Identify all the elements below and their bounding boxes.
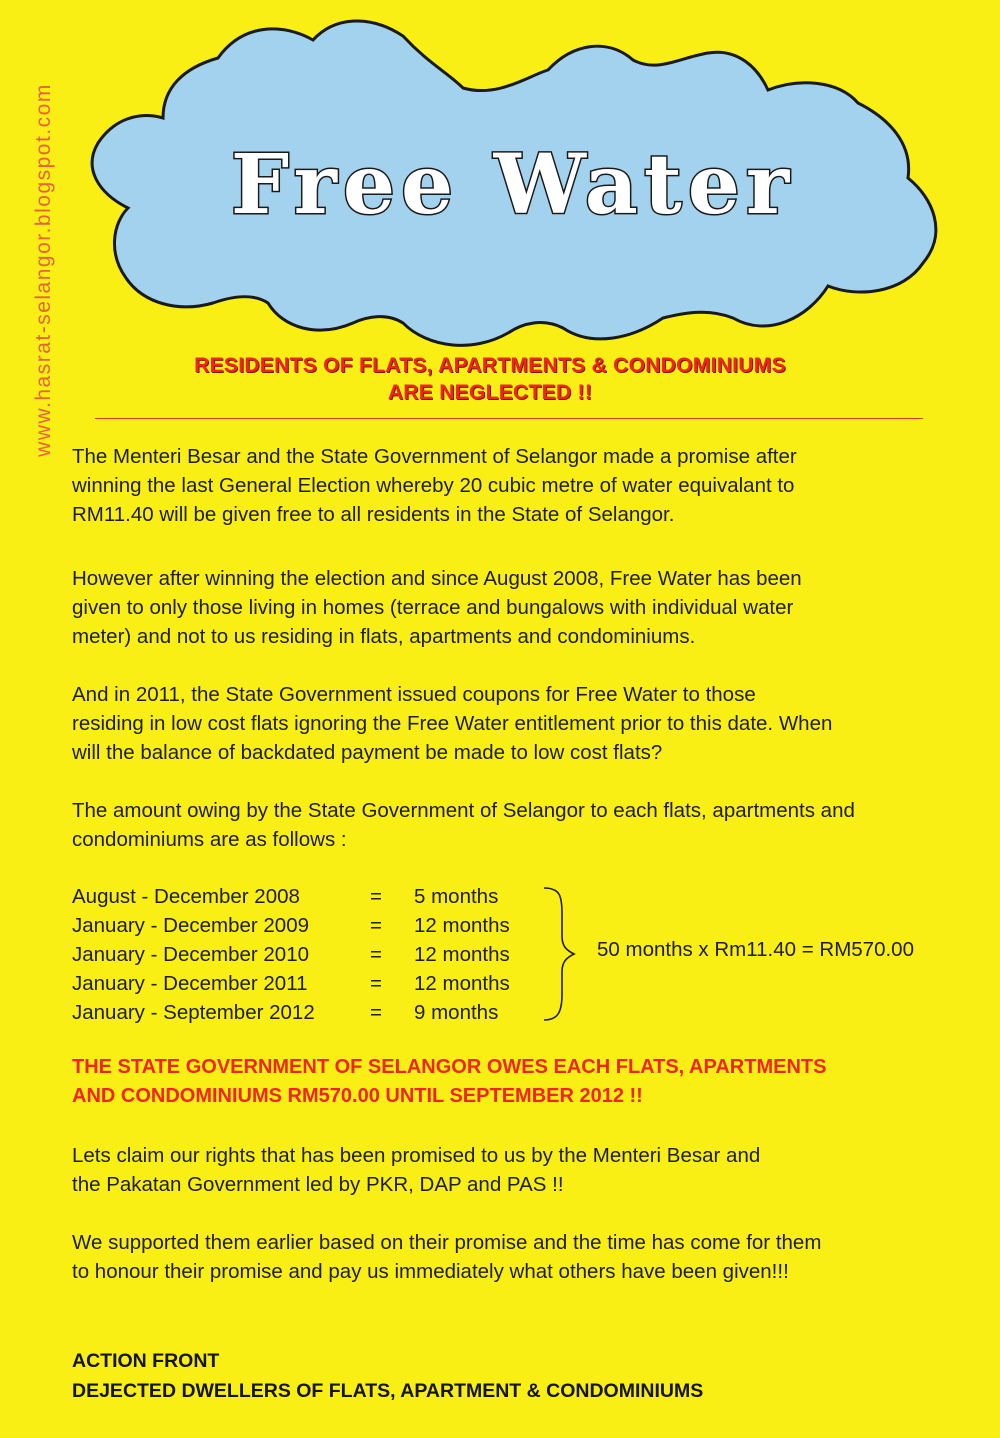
text-line: condominiums are as follows : bbox=[72, 828, 347, 851]
paragraph-since-2008 bbox=[72, 564, 972, 651]
text-line: And in 2011, the State Government issued coupons for Free Water to those bbox=[72, 683, 756, 706]
paragraph-coupons-2011 bbox=[72, 680, 972, 767]
months-count: 9 months bbox=[414, 1001, 499, 1024]
text-line: the Pakatan Government led by PKR, DAP and PAS !! bbox=[72, 1173, 564, 1196]
equals-sign: = bbox=[370, 972, 382, 995]
divider bbox=[95, 418, 923, 419]
months-count: 5 months bbox=[414, 885, 499, 908]
cloud-title: Free Water bbox=[230, 137, 796, 233]
owes-line-1: THE STATE GOVERNMENT OF SELANGOR OWES EACH FLATS, APARTMENTS bbox=[72, 1056, 827, 1078]
owes-line-2: AND CONDOMINIUMS RM570.00 UNTIL SEPTEMBER 2012 !! bbox=[72, 1085, 643, 1107]
text-line: Lets claim our rights that has been promised to us by the Menteri Besar and bbox=[72, 1144, 761, 1167]
months-schedule bbox=[72, 882, 552, 1027]
paragraph-claim-rights bbox=[72, 1141, 972, 1199]
period: January - December 2010 bbox=[72, 943, 310, 966]
text-line: given to only those living in homes (terrace and bungalows with individual water bbox=[72, 596, 794, 619]
months-count: 12 months bbox=[414, 943, 510, 966]
paragraph-honour-promise bbox=[72, 1228, 972, 1286]
main-headline bbox=[90, 352, 890, 406]
text-line: RM11.40 will be given free to all residents in the State of Selangor. bbox=[72, 503, 675, 526]
signature-org: ACTION FRONT bbox=[72, 1350, 220, 1372]
period: January - September 2012 bbox=[72, 1001, 315, 1024]
text-line: The Menteri Besar and the State Government of Selangor made a promise after bbox=[72, 445, 797, 468]
paragraph-promise bbox=[72, 442, 972, 529]
schedule-row bbox=[72, 998, 552, 1027]
text-line: meter) and not to us residing in flats, apartments and condominiums. bbox=[72, 625, 696, 648]
signature-block bbox=[72, 1346, 703, 1406]
blog-url-vertical: www.hasrat-selangor.blogspot.com bbox=[32, 83, 55, 457]
total-calculation: 50 months x Rm11.40 = RM570.00 bbox=[597, 938, 914, 961]
equals-sign: = bbox=[370, 943, 382, 966]
period: January - December 2011 bbox=[72, 972, 308, 995]
paragraph-amount-owing bbox=[72, 796, 972, 854]
equals-sign: = bbox=[370, 914, 382, 937]
period: August - December 2008 bbox=[72, 885, 300, 908]
equals-sign: = bbox=[370, 1001, 382, 1024]
text-line: However after winning the election and since August 2008, Free Water has been bbox=[72, 567, 802, 590]
headline-line-2: ARE NEGLECTED !! bbox=[387, 381, 593, 404]
text-line: winning the last General Election whereby 20 cubic metre of water equivalant to bbox=[72, 474, 795, 497]
curly-brace-icon bbox=[540, 884, 580, 1024]
text-line: to honour their promise and pay us immediately what others have been given!!! bbox=[72, 1260, 789, 1283]
signature-group: DEJECTED DWELLERS OF FLATS, APARTMENT & CONDOMINIUMS bbox=[72, 1380, 704, 1402]
text-line: will the balance of backdated payment be made to low cost flats? bbox=[72, 741, 663, 764]
months-count: 12 months bbox=[414, 914, 510, 937]
schedule-row bbox=[72, 940, 552, 969]
months-count: 12 months bbox=[414, 972, 510, 995]
cloud-banner bbox=[68, 18, 958, 358]
text-line: We supported them earlier based on their promise and the time has come for them bbox=[72, 1231, 822, 1254]
schedule-row bbox=[72, 969, 552, 998]
text-line: residing in low cost flats ignoring the Free Water entitlement prior to this date. When bbox=[72, 712, 833, 735]
period: January - December 2009 bbox=[72, 914, 310, 937]
text-line: The amount owing by the State Government of Selangor to each flats, apartments and bbox=[72, 799, 855, 822]
schedule-row bbox=[72, 882, 552, 911]
headline-line-1: RESIDENTS OF FLATS, APARTMENTS & CONDOMINIUMS bbox=[194, 354, 786, 377]
owes-statement bbox=[72, 1053, 982, 1111]
schedule-row bbox=[72, 911, 552, 940]
equals-sign: = bbox=[370, 885, 382, 908]
